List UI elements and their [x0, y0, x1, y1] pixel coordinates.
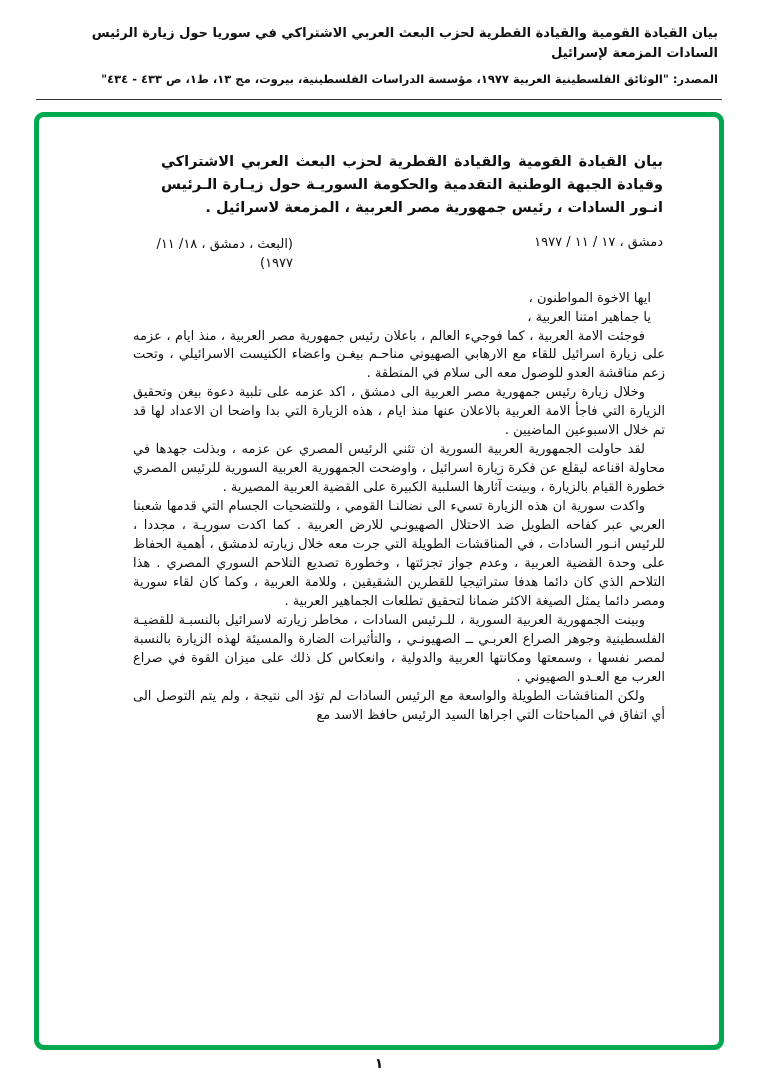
- document-body: [133, 290, 665, 726]
- paragraph: وخلال زيارة رئيس جمهورية مصر العربية الى دمشق ، اكد عزمه على تلبية دعوة بيغن وتحقيق الزيارة التي فاجأ الامة العربية بالاعلان عنها منذ ايام ، هذه الزيارة التي بدا واضحا ان الاعداد لها قد تم خلال الاسبوعين الماضيين .: [133, 385, 665, 439]
- document-frame: [34, 112, 724, 1050]
- document-content: [39, 117, 719, 726]
- paragraph: يا جماهير امتنا العربية ،: [527, 309, 651, 325]
- paragraph: ايها الاخوة المواطنون ،: [528, 290, 651, 306]
- paragraph: واكدت سورية ان هذه الزيارة تسيء الى نضالنـا القومي ، وللتضحيات الجسام التي قدمها شعبنا العربي عبر كفاحه الطويل ضد الاحتلال الصهيونـي للارض العربية . كما اكدت سوريـة ، مجددا ، للرئيس انـور السادات ، في المناقشات الطويلة التي جرت معه خلال زيارته لدمشق ، أهمية الحفاظ على وحدة القضية العربية ، وعدم جواز تجزئتها ، وخطورة تصديع التلاحم السوري المصري . هذا التلاحم الذي كان دائما هدفا ستراتيجيا للقطرين الشقيقين ، وللامة العربية ، وكما كان لقاء سورية ومصر دائما يمثل الصيغة الاكثر ضمانا لتحقيق تطلعات الجماهير العربية .: [133, 499, 665, 610]
- header-title: بيان القيادة القومية والقيادة القطرية لحزب البعث العربي الاشتراكي في سوريا حول زيارة الرئيس السادات المزمعة لإسرائيل: [91, 26, 718, 61]
- document-title: بيان القيادة القومية والقيادة القطرية لحزب البعث العربي الاشتراكي وقيادة الجبهة الوطنية التقدمية والحكومة السوريـة حول زيـارة الـرئيس انـور السادات ، رئيس جمهورية مصر العربية ، المزمعة لاسرائيل .: [161, 154, 663, 217]
- date-row: [141, 235, 663, 274]
- paragraph: وبينت الجمهورية العربية السورية ، للـرئيس السادات ، مخاطر زيارته لاسرائيل بالنسبـة للقضيـة الفلسطينية وجوهر الصراع العربـي ــ الصهيونـي ، والتأثيرات الضارة والمسيئة لهذه الزيارة بالنسبة لمصر نفسها ، وسمعتها ومكانتها العربية والدولية ، وانعكاس كل ذلك على ميزان القوة في صراع العرب مع العـدو الصهيوني .: [133, 613, 665, 685]
- page-header: [0, 0, 758, 86]
- dateline: دمشق ، ١٧ / ١١ / ١٩٧٧: [534, 234, 663, 250]
- paragraph: ولكن المناقشات الطويلة والواسعة مع الرئيس السادات لم تؤد الى نتيجة ، ولم يتم التوصل الى أي اتفاق في المباحثات التي اجراها السيد الرئيس حافظ الاسد مع: [133, 688, 665, 723]
- header-divider: [36, 99, 722, 100]
- paragraph: لقد حاولت الجمهورية العربية السورية ان تثني الرئيس المصري عن عزمه ، وبذلت جهدها في محاولة اقناعه ليقلع عن فكرة زيارة اسرائيل ، واوضحت الجمهورية العربية السورية للرئيس المصري خطورة القيام بالزيارة ، وبينت آثارها السلبية الكبيرة على القضية العربية المصيرية .: [133, 442, 665, 496]
- source-citation: (البعث ، دمشق ، ١٨/ ١١/ ١٩٧٧): [156, 236, 293, 272]
- page-number: ١: [374, 1056, 384, 1072]
- paragraph: فوجئت الامة العربية ، كما فوجيء العالم ، باعلان رئيس جمهورية مصر العربية ، منذ ايام ، عزمه على زيارة اسرائيل للقاء مع الارهابي الصهيوني مناحـم بيغـن واعضاء الكنيست الاسرائيلي ، وتحت زعم مناقشة العدو للوصول معه الى سلام في المنطقة .: [133, 328, 665, 382]
- header-source-line: المصدر: "الوثائق الفلسطينية العربية ١٩٧٧، مؤسسة الدراسات الفلسطينية، بيروت، مج ١٣، ط١، ص ٤٣٣ - ٤٣٤": [101, 72, 718, 86]
